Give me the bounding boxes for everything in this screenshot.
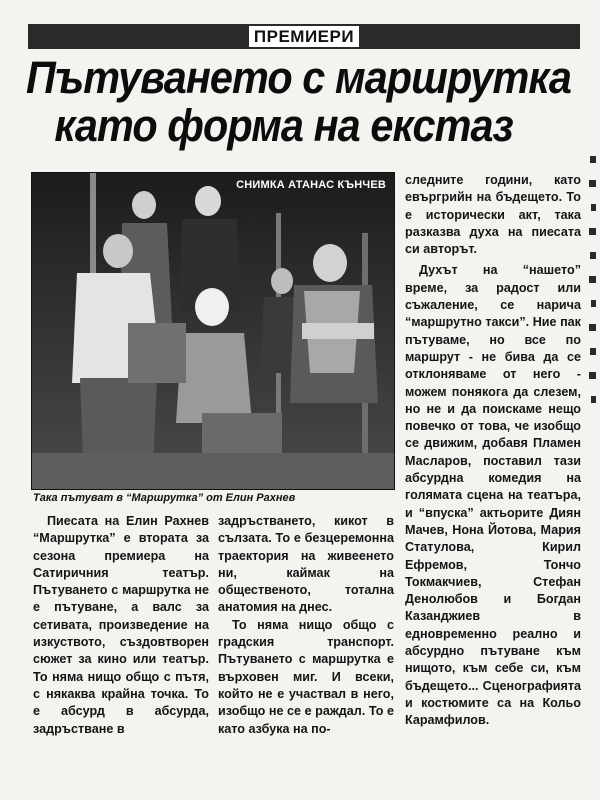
headline-line-2: като форма на екстаз (54, 100, 513, 151)
headline-line-1: Пътуването с маршрутка (26, 52, 572, 103)
stage-photo-image (32, 173, 394, 489)
column-1-paragraph-1: Пиесата на Елин Рахнев “Маршрутка” е втората за сезона премиера на Сатиричния театър. Пътуването с маршрутка не е пътуване, а валс за сетивата, произведение на изкуството, създовтворен сюжет за кино или театър. То няма нищо общо с пътя, с някаква крайна точка. То е абсурд в абсурда, задръстване в (33, 514, 209, 736)
article-column-2 (218, 513, 394, 738)
stage-photo (31, 172, 395, 490)
column-3-paragraph-1: следните години, като евъргрийн на бъдещето. То е исторически акт, така разказва духа на пиесата си авторът. (405, 173, 581, 257)
adjacent-article-edge (588, 150, 600, 770)
article-column-3 (405, 172, 581, 730)
photo-credit: СНИМКА АТАНАС КЪНЧЕВ (236, 179, 386, 191)
column-2-paragraph-2: То няма нищо общо с градския транспорт. Пътуването с маршрутка е върховен миг. И всеки, който не е участвал в него, изобщо не се е раждал. То е като азбука на по- (218, 617, 394, 736)
article-column-1 (33, 513, 209, 738)
section-label: ПРЕМИЕРИ (249, 26, 359, 47)
headline (26, 52, 572, 151)
section-bar (28, 24, 580, 49)
column-2-paragraph-1: задръстването, кикот в сълзата. То е безцеремонна траектория на живеенето ни, каймак на общественото, тотална анатомия на днес. (218, 514, 394, 615)
adjacent-text-fragments (588, 150, 600, 770)
photo-caption: Така пътуват в “Маршрутка” от Елин Рахнев (33, 492, 296, 504)
column-3-paragraph-2: Духът на “нашето” време, за радост или съжаление, се нарича “маршрутно такси”. Ние пак пътуваме, но все по маршрут - не бива да се отклоняваме от него - можем понякога да слезем, но не и да поискаме нещо повечко от това, че изобщо се движим, добавя Пламен Масларов, поставил тази абсурдна комедия на голямата сцена на театъра, и “впуска” актьорите Диян Мачев, Нона Йотова, Мария Статулова, Кирил Ефремов, Тончо Токмакчиев, Стефан Денолюбов и Богдан Казанджиев в едновременно реално и абсурдно пътуване към нищото, към себе си, към бъдещето... Сценографията и костюмите са на Кольо Карамфилов. (405, 263, 581, 728)
